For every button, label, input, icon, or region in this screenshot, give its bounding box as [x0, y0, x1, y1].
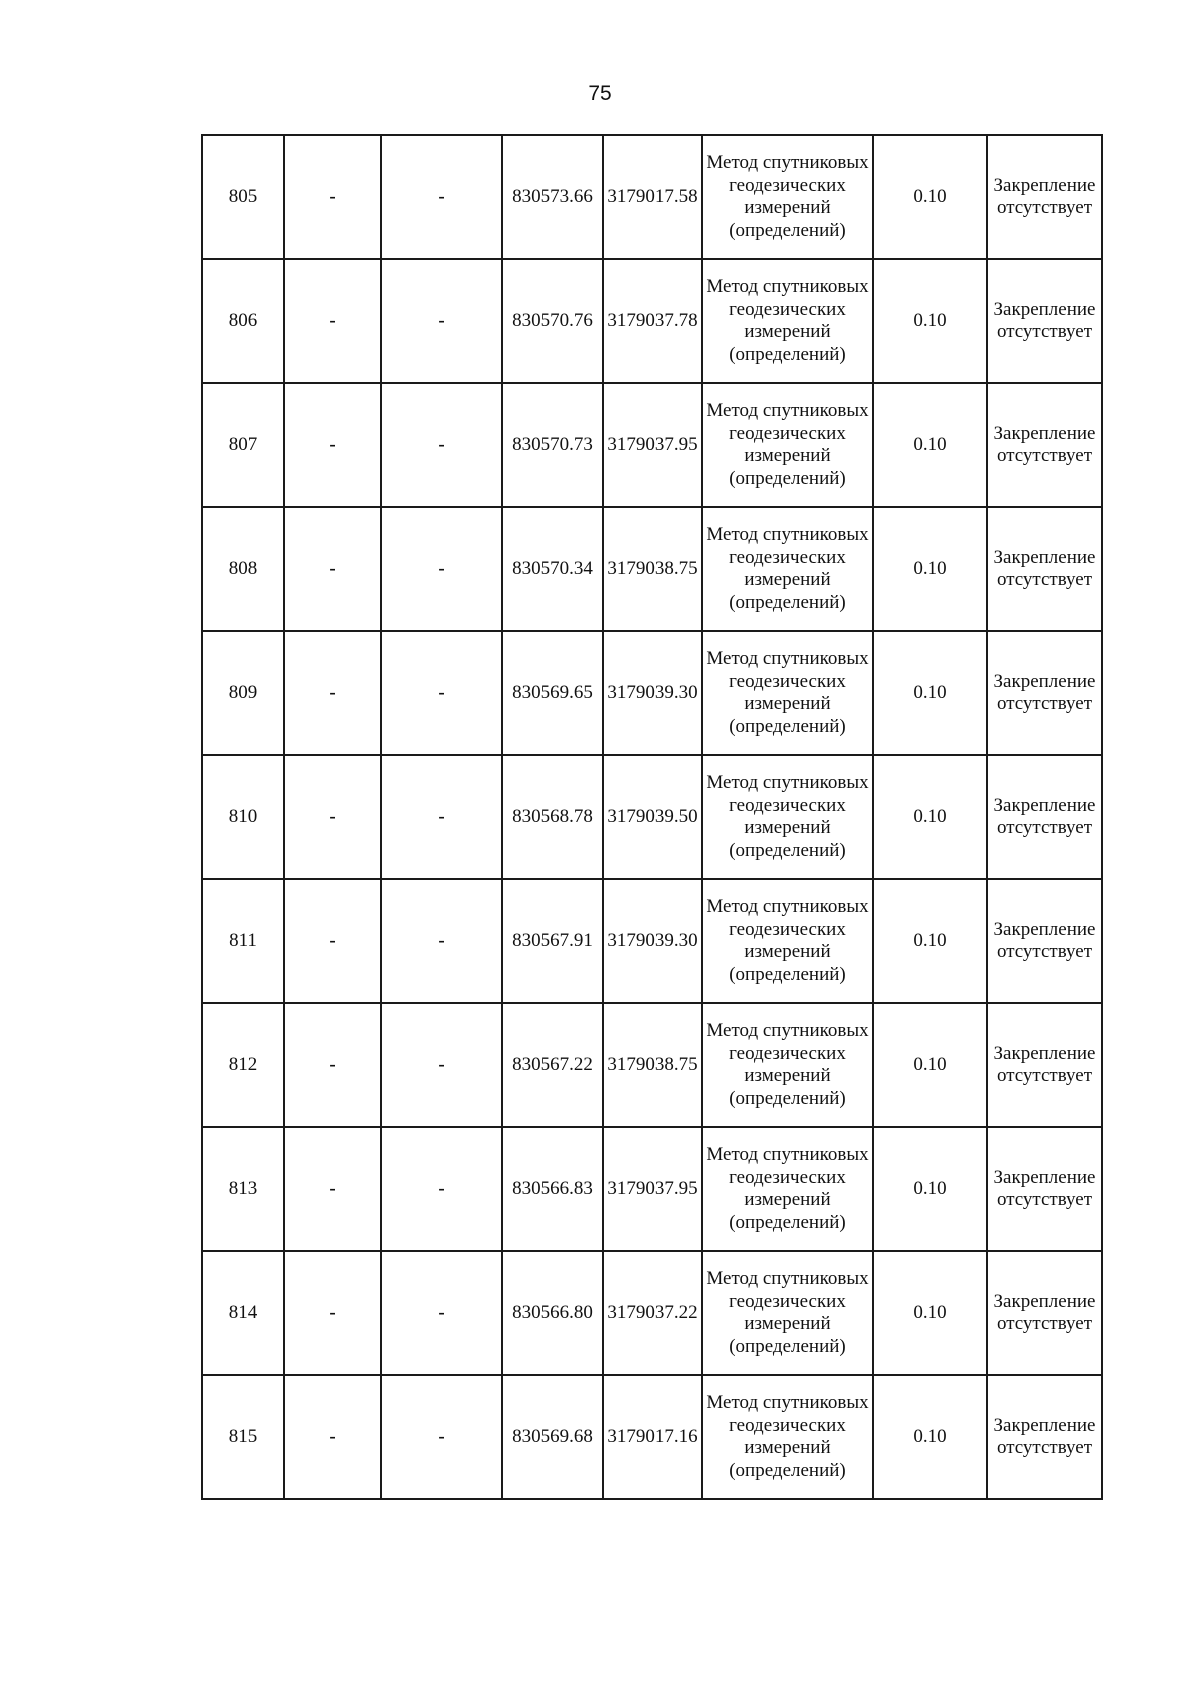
method-cell: Метод спутниковых геодезических измерений (определений): [702, 507, 873, 631]
accuracy-cell: 0.10: [873, 631, 987, 755]
fixing-cell: Закрепление отсутствует: [987, 1127, 1102, 1251]
point-number-cell: 808: [202, 507, 284, 631]
method-cell: Метод спутниковых геодезических измерений (определений): [702, 879, 873, 1003]
dash-cell: -: [284, 1375, 381, 1499]
table-row: [202, 1251, 1102, 1375]
accuracy-cell: 0.10: [873, 135, 987, 259]
accuracy-cell: 0.10: [873, 1251, 987, 1375]
fixing-cell: Закрепление отсутствует: [987, 1003, 1102, 1127]
dash-cell: -: [284, 135, 381, 259]
coordinates-table: [201, 134, 1103, 1500]
method-cell: Метод спутниковых геодезических измерений (определений): [702, 259, 873, 383]
dash-cell: -: [381, 1003, 502, 1127]
dash-cell: -: [284, 1127, 381, 1251]
accuracy-cell: 0.10: [873, 259, 987, 383]
dash-cell: -: [284, 507, 381, 631]
accuracy-cell: 0.10: [873, 507, 987, 631]
dash-cell: -: [381, 1375, 502, 1499]
point-number-cell: 805: [202, 135, 284, 259]
method-cell: Метод спутниковых геодезических измерений (определений): [702, 135, 873, 259]
y-coordinate-cell: 3179017.58: [603, 135, 702, 259]
dash-cell: -: [284, 259, 381, 383]
fixing-cell: Закрепление отсутствует: [987, 755, 1102, 879]
y-coordinate-cell: 3179037.22: [603, 1251, 702, 1375]
fixing-cell: Закрепление отсутствует: [987, 507, 1102, 631]
dash-cell: -: [381, 1127, 502, 1251]
dash-cell: -: [381, 1251, 502, 1375]
dash-cell: -: [381, 383, 502, 507]
accuracy-cell: 0.10: [873, 1127, 987, 1251]
point-number-cell: 815: [202, 1375, 284, 1499]
y-coordinate-cell: 3179039.30: [603, 631, 702, 755]
method-cell: Метод спутниковых геодезических измерений (определений): [702, 383, 873, 507]
method-cell: Метод спутниковых геодезических измерений (определений): [702, 1127, 873, 1251]
y-coordinate-cell: 3179037.78: [603, 259, 702, 383]
dash-cell: -: [381, 135, 502, 259]
fixing-cell: Закрепление отсутствует: [987, 1251, 1102, 1375]
fixing-cell: Закрепление отсутствует: [987, 135, 1102, 259]
dash-cell: -: [381, 879, 502, 1003]
dash-cell: -: [381, 755, 502, 879]
table-row: [202, 507, 1102, 631]
point-number-cell: 809: [202, 631, 284, 755]
table-row: [202, 1003, 1102, 1127]
accuracy-cell: 0.10: [873, 879, 987, 1003]
method-cell: Метод спутниковых геодезических измерений (определений): [702, 1003, 873, 1127]
dash-cell: -: [381, 631, 502, 755]
fixing-cell: Закрепление отсутствует: [987, 1375, 1102, 1499]
x-coordinate-cell: 830568.78: [502, 755, 603, 879]
page-number: 75: [588, 82, 612, 105]
table-row: [202, 135, 1102, 259]
dash-cell: -: [284, 1003, 381, 1127]
method-cell: Метод спутниковых геодезических измерений (определений): [702, 1251, 873, 1375]
x-coordinate-cell: 830567.91: [502, 879, 603, 1003]
y-coordinate-cell: 3179038.75: [603, 507, 702, 631]
x-coordinate-cell: 830566.83: [502, 1127, 603, 1251]
fixing-cell: Закрепление отсутствует: [987, 259, 1102, 383]
point-number-cell: 814: [202, 1251, 284, 1375]
table-row: [202, 259, 1102, 383]
table-body: [202, 135, 1102, 1499]
accuracy-cell: 0.10: [873, 1003, 987, 1127]
x-coordinate-cell: 830569.68: [502, 1375, 603, 1499]
dash-cell: -: [284, 383, 381, 507]
x-coordinate-cell: 830566.80: [502, 1251, 603, 1375]
table-row: [202, 879, 1102, 1003]
fixing-cell: Закрепление отсутствует: [987, 879, 1102, 1003]
dash-cell: -: [381, 507, 502, 631]
dash-cell: -: [381, 259, 502, 383]
table-row: [202, 631, 1102, 755]
table-row: [202, 1127, 1102, 1251]
y-coordinate-cell: 3179017.16: [603, 1375, 702, 1499]
x-coordinate-cell: 830570.73: [502, 383, 603, 507]
x-coordinate-cell: 830573.66: [502, 135, 603, 259]
dash-cell: -: [284, 631, 381, 755]
point-number-cell: 811: [202, 879, 284, 1003]
accuracy-cell: 0.10: [873, 1375, 987, 1499]
y-coordinate-cell: 3179039.30: [603, 879, 702, 1003]
point-number-cell: 813: [202, 1127, 284, 1251]
accuracy-cell: 0.10: [873, 755, 987, 879]
fixing-cell: Закрепление отсутствует: [987, 383, 1102, 507]
point-number-cell: 807: [202, 383, 284, 507]
y-coordinate-cell: 3179039.50: [603, 755, 702, 879]
dash-cell: -: [284, 879, 381, 1003]
y-coordinate-cell: 3179038.75: [603, 1003, 702, 1127]
method-cell: Метод спутниковых геодезических измерений (определений): [702, 631, 873, 755]
x-coordinate-cell: 830569.65: [502, 631, 603, 755]
table-row: [202, 1375, 1102, 1499]
dash-cell: -: [284, 1251, 381, 1375]
method-cell: Метод спутниковых геодезических измерений (определений): [702, 755, 873, 879]
point-number-cell: 812: [202, 1003, 284, 1127]
x-coordinate-cell: 830570.34: [502, 507, 603, 631]
accuracy-cell: 0.10: [873, 383, 987, 507]
y-coordinate-cell: 3179037.95: [603, 1127, 702, 1251]
method-cell: Метод спутниковых геодезических измерений (определений): [702, 1375, 873, 1499]
point-number-cell: 810: [202, 755, 284, 879]
dash-cell: -: [284, 755, 381, 879]
x-coordinate-cell: 830570.76: [502, 259, 603, 383]
y-coordinate-cell: 3179037.95: [603, 383, 702, 507]
x-coordinate-cell: 830567.22: [502, 1003, 603, 1127]
fixing-cell: Закрепление отсутствует: [987, 631, 1102, 755]
point-number-cell: 806: [202, 259, 284, 383]
table-row: [202, 755, 1102, 879]
table-row: [202, 383, 1102, 507]
